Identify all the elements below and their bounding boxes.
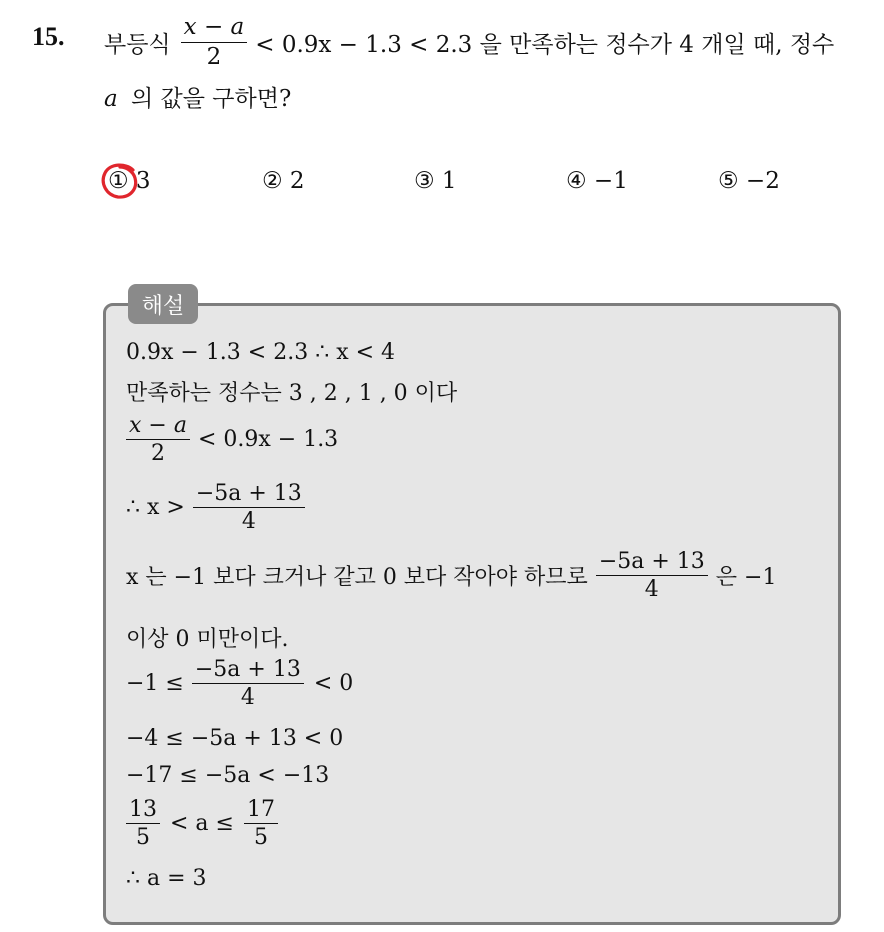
choice-2[interactable]: ② 2 (262, 168, 305, 194)
fraction-denominator: 4 (644, 577, 659, 603)
solution-text: −1 ≤ (126, 671, 184, 697)
solution-fraction-3 (596, 550, 708, 601)
fraction-numerator: x − a (126, 414, 190, 440)
solution-text: ∴ x > (126, 495, 185, 521)
solution-text: < a ≤ (170, 811, 234, 837)
solution-fraction-6 (244, 798, 278, 849)
question-ending: 의 값을 구하면? (131, 86, 292, 112)
solution-fraction-4 (192, 658, 304, 709)
solution-tab: 해설 (128, 284, 198, 324)
solution-line-8: −4 ≤ −5a + 13 < 0 (126, 726, 344, 751)
fraction-denominator: 4 (241, 509, 256, 535)
choice-4[interactable]: ④ −1 (566, 168, 628, 194)
solution-line-11: ∴ a = 3 (126, 866, 207, 891)
fraction-denominator: 4 (240, 685, 255, 711)
choice-5[interactable]: ⑤ −2 (718, 168, 780, 194)
solution-fraction-2 (193, 482, 305, 533)
solution-line-7 (126, 658, 353, 709)
solution-line-9: −17 ≤ −5a < −13 (126, 763, 330, 788)
choice-1[interactable]: ① 3 (108, 168, 151, 194)
solution-line-5 (126, 550, 776, 601)
fraction-denominator: 2 (206, 43, 222, 70)
choice-3[interactable]: ③ 1 (414, 168, 457, 194)
variable-a: a (104, 86, 118, 112)
solution-line-4 (126, 482, 309, 533)
fraction-numerator: −5a + 13 (193, 482, 305, 508)
question-line-1 (104, 16, 834, 68)
question-prefix: 부등식 (104, 31, 171, 58)
fraction-numerator: −5a + 13 (192, 658, 304, 684)
solution-text: < 0.9x − 1.3 (197, 427, 339, 453)
fraction-numerator: 13 (126, 798, 160, 824)
solution-line-2: 만족하는 정수는 3 , 2 , 1 , 0 이다 (126, 381, 458, 406)
question-number: 15. (32, 22, 65, 51)
solution-line-6: 이상 0 미만이다. (126, 627, 289, 652)
fraction-denominator: 2 (150, 441, 165, 467)
fraction-numerator: −5a + 13 (596, 550, 708, 576)
question-fraction (181, 15, 248, 68)
solution-fraction-1 (126, 414, 190, 465)
fraction-denominator: 5 (253, 825, 268, 851)
solution-line-1: 0.9x − 1.3 < 2.3 ∴ x < 4 (126, 340, 396, 365)
question-inequality: < 0.9x − 1.3 < 2.3 을 만족하는 정수가 4 개일 때, 정수 (255, 31, 835, 58)
solution-text: x 는 −1 보다 크거나 같고 0 보다 작아야 하므로 (126, 565, 588, 591)
fraction-numerator: x − a (181, 15, 248, 42)
answer-circle-mark-icon (100, 161, 140, 201)
fraction-denominator: 5 (136, 825, 150, 851)
question-line-2 (104, 80, 291, 113)
solution-text: < 0 (313, 671, 354, 697)
solution-fraction-5 (126, 798, 160, 849)
solution-line-3 (126, 414, 338, 465)
fraction-numerator: 17 (244, 798, 278, 824)
solution-line-10 (126, 798, 282, 849)
solution-text: 은 −1 (715, 565, 777, 591)
